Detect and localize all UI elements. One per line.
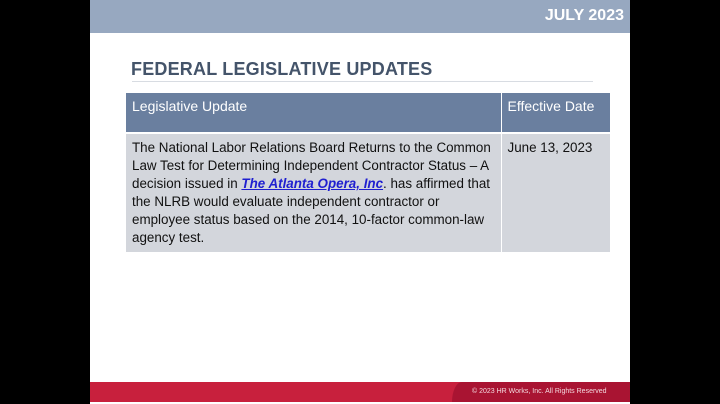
update-text: – A decision issued in xyxy=(132,158,489,191)
update-cell xyxy=(126,133,501,252)
month-label: JULY 2023 xyxy=(544,7,624,24)
title-divider xyxy=(132,81,593,82)
column-header-update: Legislative Update xyxy=(126,93,501,133)
column-header-date: Effective Date xyxy=(501,93,610,133)
case-link[interactable]: The Atlanta Opera, Inc xyxy=(241,176,384,191)
slide-title: FEDERAL LEGISLATIVE UPDATES xyxy=(131,59,433,79)
slide xyxy=(90,0,630,404)
update-text-continued: . has affirmed that the NLRB would evaluate independent contractor or employee status based on the 2014, 10-factor common-law agency test. xyxy=(132,176,490,245)
top-banner xyxy=(90,0,630,33)
updates-table xyxy=(126,93,610,252)
copyright-text: © 2023 HR Works, Inc. All Rights Reserved xyxy=(472,388,607,395)
table-row xyxy=(126,133,610,252)
effective-date-cell: June 13, 2023 xyxy=(501,133,610,252)
footer-bar xyxy=(90,382,630,402)
table-header-row xyxy=(126,93,610,133)
update-heading: The National Labor Relations Board Returns to the Common Law Test for Determining Independent Contractor Status xyxy=(132,140,491,173)
